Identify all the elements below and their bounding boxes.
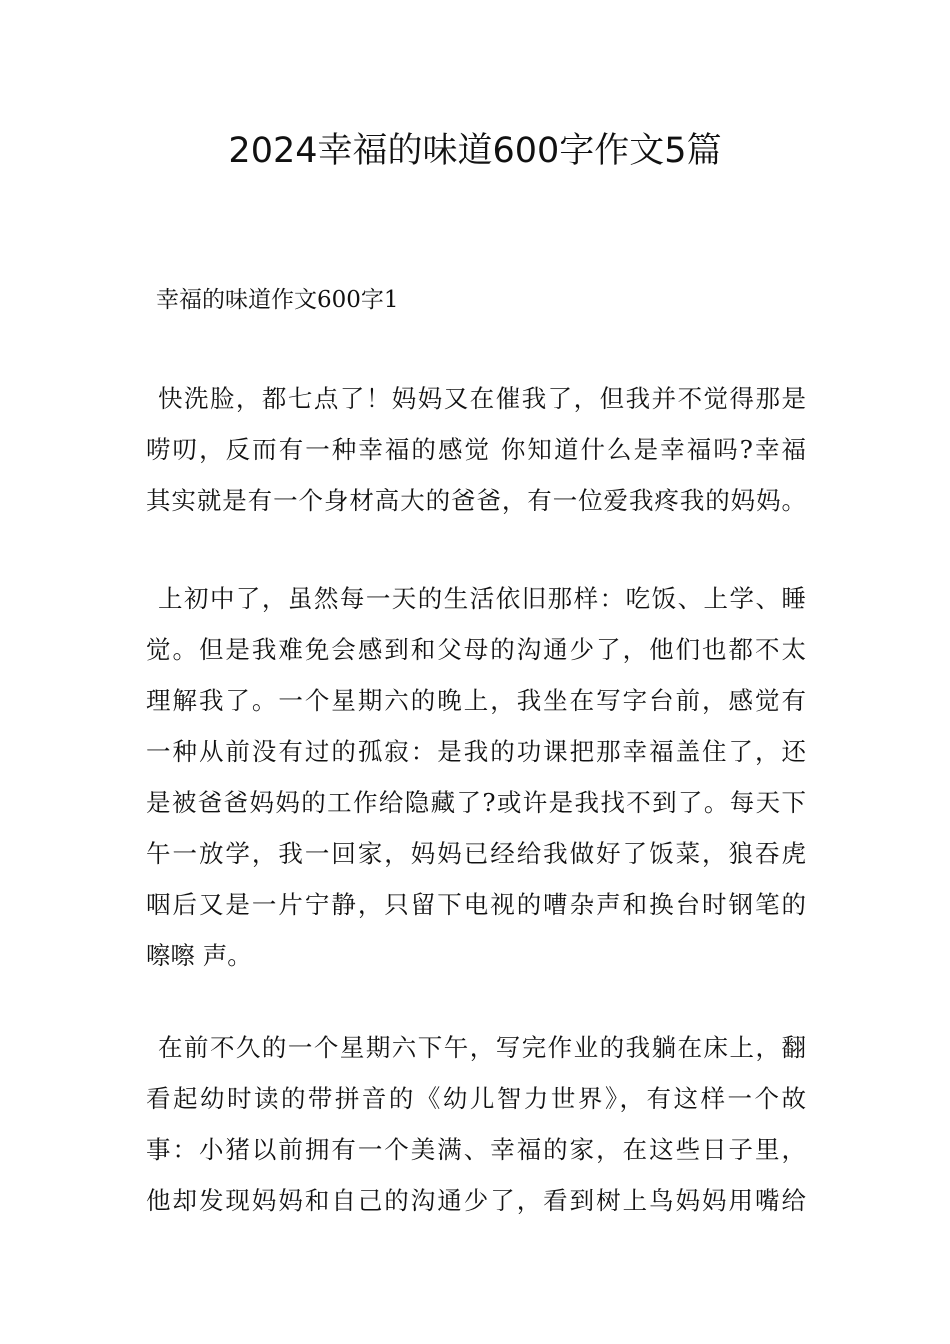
paragraph-line: 午一放学，我一回家，妈妈已经给我做好了饭菜，狼吞虎: [146, 839, 806, 868]
paragraph-line: 在前不久的一个星期六下午，写完作业的我躺在床上，翻: [158, 1033, 806, 1062]
paragraph-3: [146, 1022, 806, 1226]
paragraph-line: 觉。但是我难免会感到和父母的沟通少了，他们也都不太: [146, 635, 806, 664]
paragraph-2: [146, 573, 806, 981]
essay-subtitle: 幸福的味道作文600字1: [156, 287, 399, 313]
paragraph-line: 唠叨，反而有一种幸福的感觉 你知道什么是幸福吗?幸福: [146, 435, 806, 464]
paragraph-line: 看起幼时读的带拼音的《幼儿智力世界》，有这样一个故: [146, 1084, 806, 1113]
paragraph-line: 上初中了，虽然每一天的生活依旧那样：吃饭、上学、睡: [158, 584, 806, 613]
document-title: 2024幸福的味道600字作文5篇: [228, 131, 722, 171]
paragraph-line: 事：小猪以前拥有一个美满、幸福的家，在这些日子里，: [146, 1135, 806, 1164]
paragraph-line: 快洗脸，都七点了！妈妈又在催我了，但我并不觉得那是: [158, 384, 806, 413]
paragraph-line: 一种从前没有过的孤寂：是我的功课把那幸福盖住了，还: [146, 737, 806, 766]
paragraph-1: [146, 373, 806, 526]
paragraph-line: 咽后又是一片宁静，只留下电视的嘈杂声和换台时钢笔的: [146, 890, 806, 919]
paragraph-line: 是被爸爸妈妈的工作给隐藏了?或许是我找不到了。每天下: [146, 788, 806, 817]
paragraph-line: 嚓嚓 声。: [146, 941, 252, 970]
paragraph-line: 其实就是有一个身材高大的爸爸，有一位爱我疼我的妈妈。: [146, 486, 806, 515]
paragraph-line: 他却发现妈妈和自己的沟通少了，看到树上鸟妈妈用嘴给: [146, 1186, 806, 1215]
paragraph-line: 理解我了。一个星期六的晚上，我坐在写字台前，感觉有: [146, 686, 806, 715]
